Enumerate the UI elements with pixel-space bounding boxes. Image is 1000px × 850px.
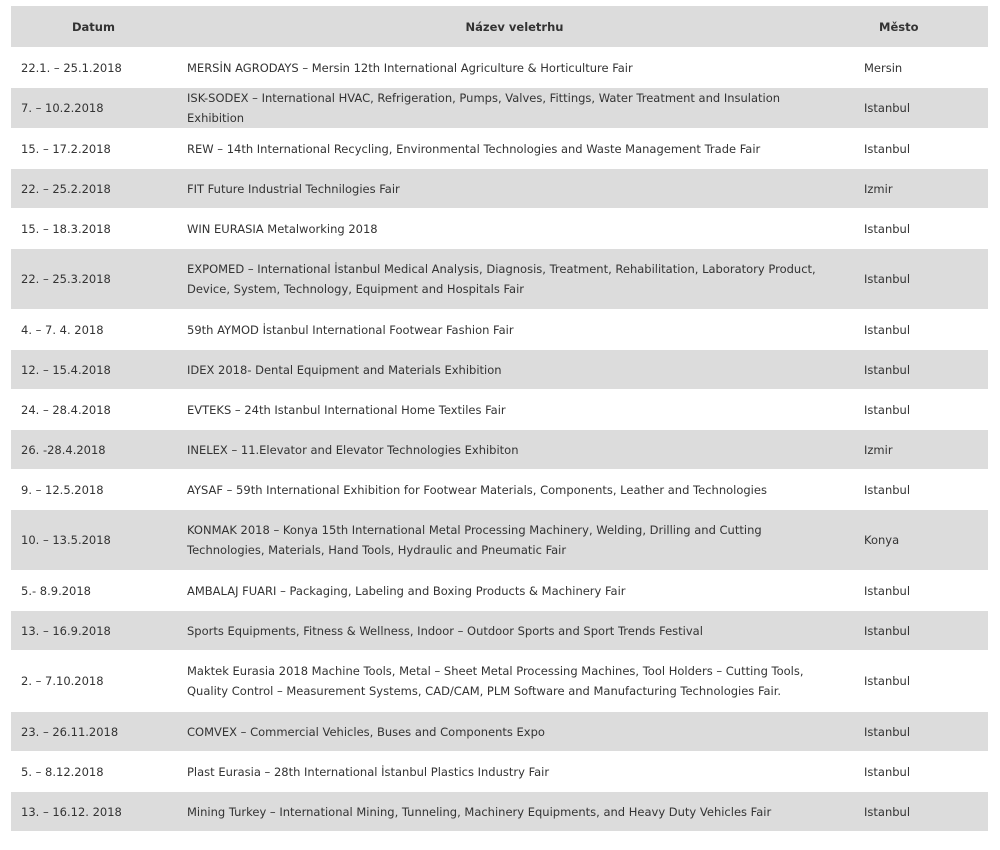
cell-city: Mersin: [853, 48, 988, 88]
cell-date: 5.- 8.9.2018: [11, 571, 176, 611]
cell-fair-name: COMVEX – Commercial Vehicles, Buses and Components Expo: [176, 712, 853, 752]
cell-fair-name: Maktek Eurasia 2018 Machine Tools, Metal – Sheet Metal Processing Machines, Tool Holders – Cutting Tools, Quality Control – Measurement Systems, CAD/CAM, PLM Software and Manufacturing Technologies Fair.: [176, 651, 853, 712]
cell-date: 15. – 18.3.2018: [11, 209, 176, 249]
table-row: [11, 350, 988, 390]
table-row: [11, 510, 988, 571]
header-row: [11, 6, 988, 48]
cell-date: 10. – 13.5.2018: [11, 510, 176, 571]
table-header: [11, 6, 988, 48]
cell-date: 22. – 25.3.2018: [11, 249, 176, 310]
table-row: [11, 430, 988, 470]
table-row: [11, 611, 988, 651]
cell-date: 7. – 10.2.2018: [11, 88, 176, 129]
trade-fairs-table: [11, 6, 988, 832]
cell-fair-name: IDEX 2018- Dental Equipment and Materials Exhibition: [176, 350, 853, 390]
table-row: [11, 48, 988, 88]
cell-fair-name: AYSAF – 59th International Exhibition for Footwear Materials, Components, Leather and Technologies: [176, 470, 853, 510]
cell-city: Istanbul: [853, 310, 988, 350]
cell-fair-name: EVTEKS – 24th Istanbul International Home Textiles Fair: [176, 390, 853, 430]
cell-city: Istanbul: [853, 611, 988, 651]
table-row: [11, 249, 988, 310]
table-row: [11, 752, 988, 792]
cell-city: Istanbul: [853, 712, 988, 752]
table-row: [11, 169, 988, 209]
cell-city: Izmir: [853, 430, 988, 470]
cell-fair-name: INELEX – 11.Elevator and Elevator Technologies Exhibiton: [176, 430, 853, 470]
table-row: [11, 712, 988, 752]
cell-city: Istanbul: [853, 129, 988, 169]
cell-date: 12. – 15.4.2018: [11, 350, 176, 390]
cell-city: Istanbul: [853, 88, 988, 129]
cell-city: Konya: [853, 510, 988, 571]
cell-city: Istanbul: [853, 390, 988, 430]
cell-fair-name: WIN EURASIA Metalworking 2018: [176, 209, 853, 249]
cell-date: 2. – 7.10.2018: [11, 651, 176, 712]
table-body: [11, 48, 988, 832]
cell-city: Istanbul: [853, 651, 988, 712]
cell-fair-name: REW – 14th International Recycling, Environmental Technologies and Waste Management Trade Fair: [176, 129, 853, 169]
cell-fair-name: Plast Eurasia – 28th International İstanbul Plastics Industry Fair: [176, 752, 853, 792]
table-row: [11, 129, 988, 169]
table-row: [11, 310, 988, 350]
cell-city: Istanbul: [853, 209, 988, 249]
table-row: [11, 651, 988, 712]
table-row: [11, 470, 988, 510]
cell-city: Istanbul: [853, 571, 988, 611]
cell-city: Istanbul: [853, 249, 988, 310]
fairs-table-container: [11, 6, 988, 832]
cell-date: 22. – 25.2.2018: [11, 169, 176, 209]
cell-date: 9. – 12.5.2018: [11, 470, 176, 510]
table-row: [11, 209, 988, 249]
cell-city: Istanbul: [853, 792, 988, 832]
header-city: Město: [853, 6, 988, 48]
table-row: [11, 88, 988, 129]
cell-city: Istanbul: [853, 350, 988, 390]
cell-fair-name: FIT Future Industrial Technilogies Fair: [176, 169, 853, 209]
cell-fair-name: KONMAK 2018 – Konya 15th International Metal Processing Machinery, Welding, Drilling and Cutting Technologies, Materials, Hand Tools, Hydraulic and Pneumatic Fair: [176, 510, 853, 571]
cell-fair-name: MERSİN AGRODAYS – Mersin 12th International Agriculture & Horticulture Fair: [176, 48, 853, 88]
cell-fair-name: ISK-SODEX – International HVAC, Refrigeration, Pumps, Valves, Fittings, Water Treatment and Insulation Exhibition: [176, 88, 853, 129]
cell-date: 5. – 8.12.2018: [11, 752, 176, 792]
cell-fair-name: AMBALAJ FUARI – Packaging, Labeling and Boxing Products & Machinery Fair: [176, 571, 853, 611]
cell-date: 4. – 7. 4. 2018: [11, 310, 176, 350]
cell-date: 23. – 26.11.2018: [11, 712, 176, 752]
table-row: [11, 390, 988, 430]
cell-date: 24. – 28.4.2018: [11, 390, 176, 430]
table-row: [11, 571, 988, 611]
cell-city: Istanbul: [853, 752, 988, 792]
cell-fair-name: EXPOMED – International İstanbul Medical Analysis, Diagnosis, Treatment, Rehabilitation, Laboratory Product, Device, System, Technology, Equipment and Hospitals Fair: [176, 249, 853, 310]
cell-city: Istanbul: [853, 470, 988, 510]
cell-date: 26. -28.4.2018: [11, 430, 176, 470]
header-fair-name: Název veletrhu: [176, 6, 853, 48]
cell-city: Izmir: [853, 169, 988, 209]
cell-date: 13. – 16.12. 2018: [11, 792, 176, 832]
cell-fair-name: Sports Equipments, Fitness & Wellness, Indoor – Outdoor Sports and Sport Trends Festival: [176, 611, 853, 651]
cell-date: 13. – 16.9.2018: [11, 611, 176, 651]
header-date: Datum: [11, 6, 176, 48]
cell-fair-name: 59th AYMOD İstanbul International Footwear Fashion Fair: [176, 310, 853, 350]
cell-date: 15. – 17.2.2018: [11, 129, 176, 169]
cell-fair-name: Mining Turkey – International Mining, Tunneling, Machinery Equipments, and Heavy Duty Vehicles Fair: [176, 792, 853, 832]
table-row: [11, 792, 988, 832]
cell-date: 22.1. – 25.1.2018: [11, 48, 176, 88]
